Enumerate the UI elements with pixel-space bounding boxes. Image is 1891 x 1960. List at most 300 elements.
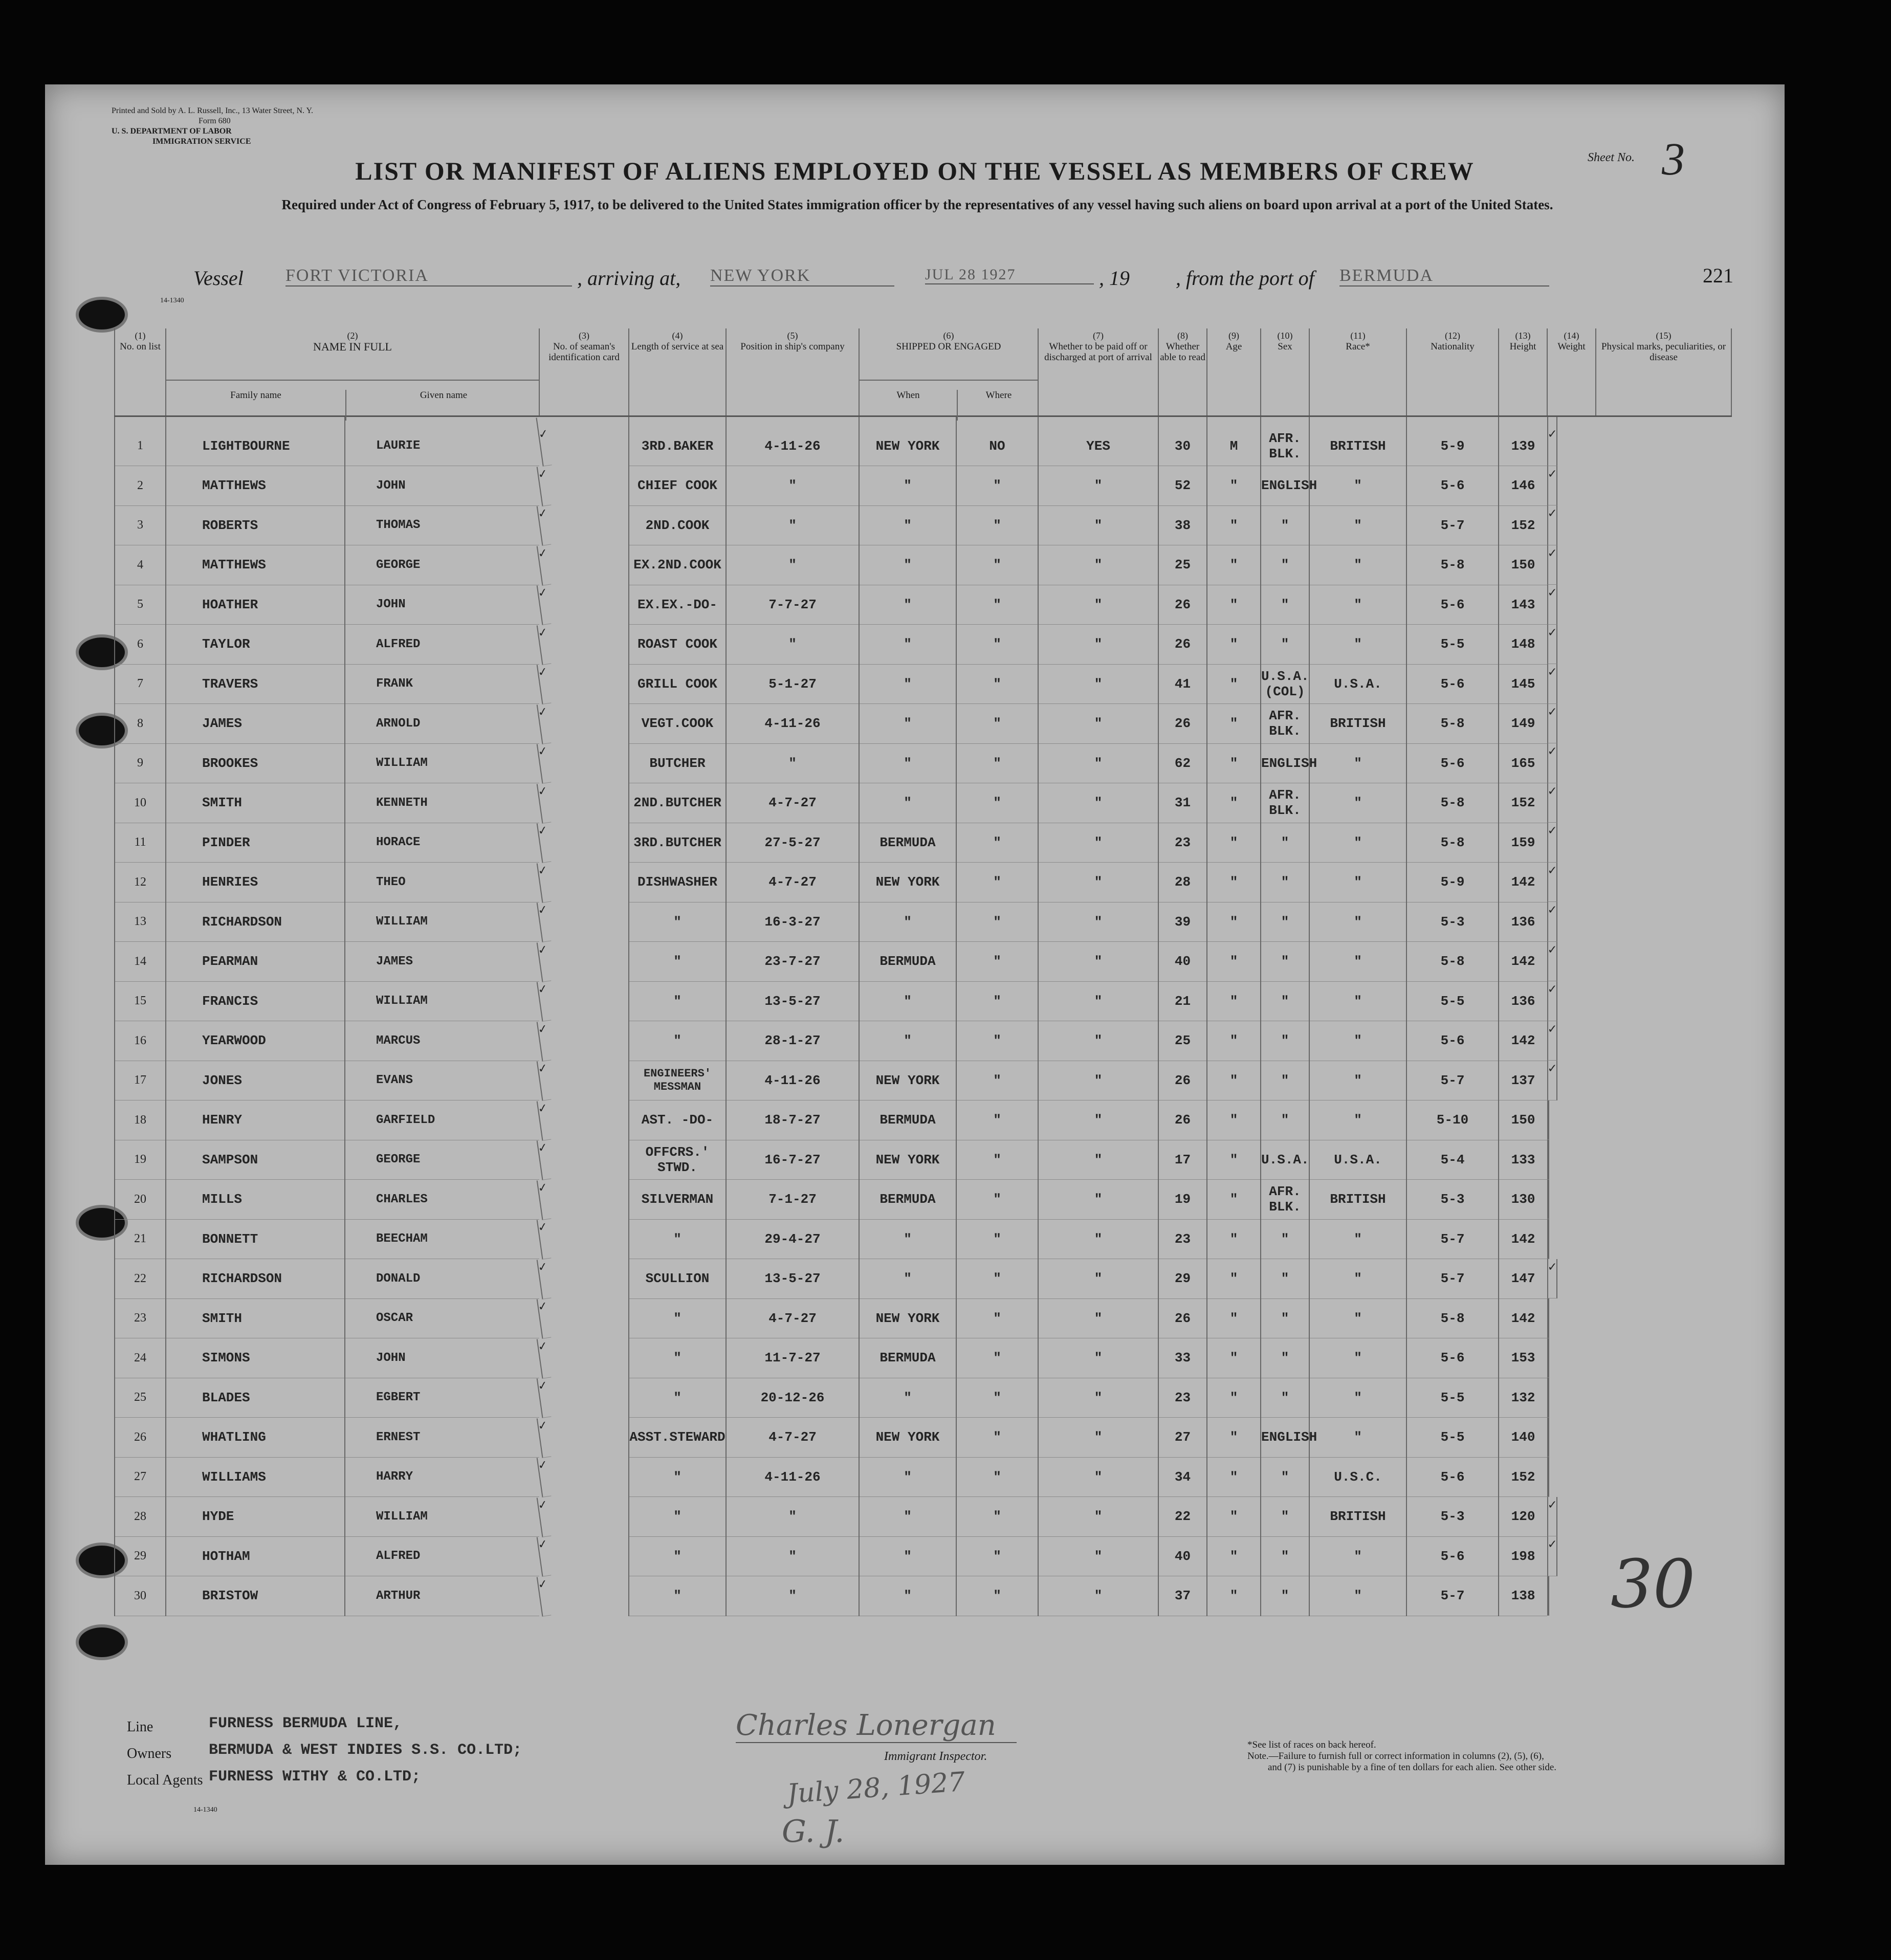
nationality-cell: " [1309,1378,1406,1418]
race-cell: " [1261,1100,1309,1140]
header-height: (13) Height [1499,328,1547,416]
nationality-cell: " [1309,505,1406,545]
given-name-cell: FRANK [345,664,539,704]
race-cell: " [1261,1457,1309,1497]
sex-cell: " [1207,783,1261,823]
footer-form-code: 14-1340 [193,1806,217,1814]
list-number-cell: 3 [115,505,166,545]
table-row [115,1497,1731,1537]
id-card-cell: ✓ [537,1298,551,1338]
able-to-read-cell: " [1038,1259,1158,1299]
nationality-cell: " [1309,823,1406,863]
sex-cell: " [1207,1338,1261,1378]
given-name-cell: DONALD [345,1259,539,1299]
table-row [115,942,1731,982]
given-name-cell: HORACE [345,823,539,863]
able-to-read-cell: " [1038,902,1158,942]
sex-cell: " [1207,466,1261,506]
table-row [115,823,1731,863]
list-number-cell: 25 [115,1378,166,1418]
nationality-cell: " [1309,981,1406,1021]
inspector-label: Immigrant Inspector. [884,1750,987,1763]
id-card-cell: ✓ [537,624,551,665]
header-list-number: (1) No. on list [115,328,166,416]
able-to-read-cell: " [1038,823,1158,863]
nationality-cell: U.S.A. [1309,1140,1406,1180]
paid-off-cell: " [956,981,1038,1021]
family-name-cell: HENRIES [166,863,345,902]
able-to-read-cell: " [1038,1497,1158,1537]
weight-cell: 139 [1499,416,1547,466]
able-to-read-cell: " [1038,1140,1158,1180]
shipped-when-cell: 18-7-27 [726,1100,859,1140]
table-row [115,625,1731,665]
nationality-cell: " [1309,1536,1406,1576]
weight-cell: 142 [1499,1219,1547,1259]
height-cell: 5-6 [1406,466,1499,506]
page-title: LIST OR MANIFEST OF ALIENS EMPLOYED ON THE VESSEL AS MEMBERS OF CREW [355,157,1475,185]
physical-marks-cell: ✓ [1547,585,1557,625]
id-card-cell: ✓ [537,1179,551,1220]
age-cell: 31 [1158,783,1207,823]
table-row [115,664,1731,704]
sheet-number-value: 3 [1662,134,1685,185]
paid-off-cell: " [956,1100,1038,1140]
header-weight: (14) Weight [1547,328,1596,416]
list-number-cell: 17 [115,1061,166,1100]
race-cell: " [1261,981,1309,1021]
given-name-cell: ARNOLD [345,704,539,744]
race-cell: " [1261,625,1309,665]
shipped-when-cell: 4-7-27 [726,1298,859,1338]
weight-cell: 142 [1499,1021,1547,1061]
physical-marks-cell: ✓ [1547,1021,1557,1061]
header-able-to-read: (8) Whether able to read [1158,328,1207,416]
shipped-where-cell: NEW YORK [859,1418,956,1458]
vessel-name: FORT VICTORIA [285,266,572,287]
id-card-cell: ✓ [537,664,551,704]
sex-cell: " [1207,664,1261,704]
family-name-cell: JONES [166,1061,345,1100]
height-cell: 5-5 [1406,981,1499,1021]
shipped-when-cell: 11-7-27 [726,1338,859,1378]
able-to-read-cell: " [1038,1536,1158,1576]
nationality-cell: " [1309,1259,1406,1299]
header-length-of-service: (4) Length of service at sea [629,328,726,416]
physical-marks-cell: ✓ [1547,783,1557,823]
position-cell: " [629,1536,726,1576]
height-cell: 5-6 [1406,1536,1499,1576]
height-cell: 5-6 [1406,585,1499,625]
race-cell: AFR. BLK. [1261,1180,1309,1220]
paid-off-cell: " [956,1140,1038,1180]
shipped-when-cell: 4-11-26 [726,416,859,466]
height-cell: 5-6 [1406,1021,1499,1061]
table-row [115,783,1731,823]
able-to-read-cell: " [1038,625,1158,665]
age-cell: 28 [1158,863,1207,902]
sex-cell: " [1207,1378,1261,1418]
table-row [115,1298,1731,1338]
table-row [115,585,1731,625]
position-cell: " [629,1457,726,1497]
race-cell: " [1261,902,1309,942]
nationality-cell: " [1309,902,1406,942]
nationality-cell: " [1309,863,1406,902]
family-name-cell: RICHARDSON [166,1259,345,1299]
table-row [115,1418,1731,1458]
able-to-read-cell: " [1038,1457,1158,1497]
position-cell: AST. -DO- [629,1100,726,1140]
list-number-cell: 14 [115,942,166,982]
sex-cell: " [1207,505,1261,545]
race-cell: AFR. BLK. [1261,783,1309,823]
family-name-cell: YEARWOOD [166,1021,345,1061]
race-cell: " [1261,1536,1309,1576]
family-name-cell: HOATHER [166,585,345,625]
able-to-read-cell: " [1038,664,1158,704]
sex-cell: " [1207,1298,1261,1338]
shipped-when-cell: 16-7-27 [726,1140,859,1180]
able-to-read-cell: " [1038,1100,1158,1140]
handwritten-initials: G. J. [782,1814,845,1849]
weight-cell: 140 [1499,1418,1547,1458]
nationality-cell: " [1309,625,1406,665]
physical-marks-cell: ✓ [1547,1061,1557,1100]
shipped-where-cell: " [859,664,956,704]
age-cell: 26 [1158,1061,1207,1100]
table-row [115,902,1731,942]
paid-off-cell: " [956,1457,1038,1497]
given-name-cell: THEO [345,863,539,902]
shipped-where-cell: " [859,743,956,783]
shipped-when-cell: 7-7-27 [726,585,859,625]
shipped-when-cell: " [726,505,859,545]
page-subtitle: Required under Act of Congress of February 5, 1917, to be delivered to the United States immigration officer by the representatives of any vessel having such aliens on board upon arrival at a port of the United States. [281,197,1553,212]
age-cell: 26 [1158,625,1207,665]
shipped-where-cell: BERMUDA [859,1100,956,1140]
family-name-cell: SMITH [166,783,345,823]
sex-cell: " [1207,1497,1261,1537]
physical-marks-cell: ✓ [1547,505,1557,545]
family-name-cell: SAMPSON [166,1140,345,1180]
table-row [115,1021,1731,1061]
family-name-cell: BRISTOW [166,1576,345,1616]
paid-off-cell: " [956,783,1038,823]
nationality-cell: BRITISH [1309,1180,1406,1220]
shipped-where-cell: " [859,1457,956,1497]
shipped-where-cell: NEW YORK [859,416,956,466]
physical-marks-cell [1547,1180,1549,1220]
height-cell: 5-6 [1406,1457,1499,1497]
position-cell: 2ND.BUTCHER [629,783,726,823]
agents-value: FURNESS WITHY & CO.LTD; [209,1768,421,1786]
position-cell: GRILL COOK [629,664,726,704]
id-card-cell: ✓ [537,1100,551,1140]
physical-marks-cell: ✓ [1547,902,1557,942]
given-name-cell: KENNETH [345,783,539,823]
race-cell: " [1261,863,1309,902]
height-cell: 5-7 [1406,1061,1499,1100]
age-cell: 19 [1158,1180,1207,1220]
paid-off-cell: " [956,704,1038,744]
id-card-cell: ✓ [537,1021,551,1061]
height-cell: 5-4 [1406,1140,1499,1180]
sex-cell: " [1207,625,1261,665]
shipped-where-cell: NEW YORK [859,863,956,902]
height-cell: 5-5 [1406,1378,1499,1418]
races-note: *See list of races on back hereof. [1247,1739,1376,1750]
family-name-cell: PINDER [166,823,345,863]
age-cell: 23 [1158,1219,1207,1259]
given-name-cell: JOHN [345,585,539,625]
given-name-cell: EVANS [345,1061,539,1100]
list-number-cell: 13 [115,902,166,942]
physical-marks-cell: ✓ [1547,704,1557,744]
weight-cell: 147 [1499,1259,1547,1299]
id-card-cell: ✓ [537,862,551,902]
age-cell: 33 [1158,1338,1207,1378]
age-cell: 40 [1158,1536,1207,1576]
physical-marks-cell: ✓ [1547,863,1557,902]
list-number-cell: 29 [115,1536,166,1576]
age-cell: 25 [1158,545,1207,585]
paid-off-cell: " [956,505,1038,545]
sex-cell: " [1207,823,1261,863]
race-cell: " [1261,1219,1309,1259]
from-port-label: , from the port of [1176,267,1314,290]
table-row [115,1536,1731,1576]
shipped-when-cell: 4-7-27 [726,863,859,902]
shipped-when-cell: " [726,1536,859,1576]
header-name-in-full: (2) NAME IN FULL Family name Given name [166,328,539,416]
id-card-cell: ✓ [537,1259,551,1299]
paid-off-cell: " [956,902,1038,942]
nationality-cell: " [1309,466,1406,506]
given-name-cell: CHARLES [345,1180,539,1220]
list-number-cell: 5 [115,585,166,625]
nationality-cell: BRITISH [1309,416,1406,466]
able-to-read-cell: YES [1038,416,1158,466]
sex-cell: " [1207,863,1261,902]
sex-cell: " [1207,942,1261,982]
weight-cell: 132 [1499,1378,1547,1418]
shipped-when-cell: 23-7-27 [726,942,859,982]
nationality-cell: " [1309,743,1406,783]
family-name-cell: HENRY [166,1100,345,1140]
race-cell: " [1261,1021,1309,1061]
sex-cell: " [1207,1021,1261,1061]
weight-cell: 152 [1499,783,1547,823]
given-name-cell: ARTHUR [345,1576,539,1616]
table-row [115,1219,1731,1259]
age-cell: 26 [1158,585,1207,625]
list-number-cell: 11 [115,823,166,863]
shipped-where-cell: " [859,902,956,942]
paid-off-cell: " [956,942,1038,982]
shipped-when-cell: 20-12-26 [726,1378,859,1418]
weight-cell: 148 [1499,625,1547,665]
list-number-cell: 10 [115,783,166,823]
height-cell: 5-8 [1406,704,1499,744]
height-cell: 5-5 [1406,1418,1499,1458]
printer-line: Printed and Sold by A. L. Russell, Inc., 13 Water Street, N. Y. [112,106,313,115]
able-to-read-cell: " [1038,783,1158,823]
position-cell: ASST.STEWARD [629,1418,726,1458]
height-cell: 5-9 [1406,416,1499,466]
age-cell: 27 [1158,1418,1207,1458]
position-cell: SCULLION [629,1259,726,1299]
able-to-read-cell: " [1038,1378,1158,1418]
position-cell: ROAST COOK [629,625,726,665]
arriving-label: , arriving at, [577,267,681,290]
weight-cell: 130 [1499,1180,1547,1220]
able-to-read-cell: " [1038,942,1158,982]
nationality-cell: " [1309,1219,1406,1259]
height-cell: 5-7 [1406,1576,1499,1616]
id-card-cell: ✓ [537,505,551,545]
sex-cell: " [1207,545,1261,585]
id-card-cell: ✓ [537,466,551,506]
position-cell: 3RD.BUTCHER [629,823,726,863]
line-label: Line [127,1719,153,1735]
id-card-cell: ✓ [537,783,551,823]
paid-off-cell: " [956,1418,1038,1458]
list-number-cell: 2 [115,466,166,506]
list-number-cell: 12 [115,863,166,902]
family-name-cell: BONNETT [166,1219,345,1259]
shipped-when-cell: " [726,1576,859,1616]
race-cell: " [1261,1378,1309,1418]
sex-cell: M [1207,416,1261,466]
owners-label: Owners [127,1746,172,1761]
shipped-where-cell: BERMUDA [859,942,956,982]
crew-table-body [115,416,1731,1616]
shipped-where-cell: " [859,1378,956,1418]
owners-value: BERMUDA & WEST INDIES S.S. CO.LTD; [209,1742,522,1759]
physical-marks-cell [1547,1378,1549,1418]
height-cell: 5-7 [1406,1259,1499,1299]
position-cell: " [629,902,726,942]
given-name-cell: BEECHAM [345,1219,539,1259]
header-where: Where [957,390,1040,421]
table-row [115,863,1731,902]
physical-marks-cell: ✓ [1547,625,1557,665]
weight-cell: 152 [1499,1457,1547,1497]
shipped-when-cell: " [726,545,859,585]
shipped-where-cell: " [859,1259,956,1299]
shipped-where-cell: " [859,783,956,823]
given-name-cell: HARRY [345,1457,539,1497]
physical-marks-cell [1547,1457,1549,1497]
age-cell: 38 [1158,505,1207,545]
shipped-when-cell: 27-5-27 [726,823,859,863]
shipped-when-cell: 7-1-27 [726,1180,859,1220]
shipped-when-cell: 16-3-27 [726,902,859,942]
position-cell: " [629,1021,726,1061]
age-cell: 37 [1158,1576,1207,1616]
physical-marks-cell [1547,1418,1549,1458]
id-card-cell: ✓ [537,1536,551,1576]
nationality-cell: U.S.C. [1309,1457,1406,1497]
given-name-cell: WILLIAM [345,743,539,783]
penalty-note: Note.—Failure to furnish full or correct information in columns (2), (5), (6), [1247,1751,1544,1761]
height-cell: 5-8 [1406,942,1499,982]
family-name-cell: HYDE [166,1497,345,1537]
height-cell: 5-8 [1406,823,1499,863]
id-card-cell: ✓ [537,822,551,863]
paid-off-cell: " [956,1021,1038,1061]
given-name-cell: JAMES [345,942,539,982]
id-card-cell: ✓ [537,703,551,744]
paid-off-cell: " [956,466,1038,506]
sheet-number-label: Sheet No. [1588,151,1635,164]
race-cell: " [1261,823,1309,863]
able-to-read-cell: " [1038,704,1158,744]
position-cell: " [629,942,726,982]
race-cell: " [1261,1497,1309,1537]
list-number-cell: 6 [115,625,166,665]
table-row [115,505,1731,545]
family-name-cell: TAYLOR [166,625,345,665]
nationality-cell: " [1309,1576,1406,1616]
position-cell: " [629,1497,726,1537]
list-number-cell: 22 [115,1259,166,1299]
height-cell: 5-3 [1406,902,1499,942]
race-cell: ENGLISH [1261,466,1309,506]
sex-cell: " [1207,743,1261,783]
nationality-cell: " [1309,942,1406,982]
table-row [115,981,1731,1021]
height-cell: 5-8 [1406,783,1499,823]
page-stamp-number: 221 [1703,264,1733,287]
paid-off-cell: " [956,1497,1038,1537]
physical-marks-cell: ✓ [1547,466,1557,506]
given-name-cell: WILLIAM [345,981,539,1021]
given-name-cell: EGBERT [345,1378,539,1418]
nationality-cell: " [1309,783,1406,823]
id-card-cell: ✓ [537,901,551,942]
age-cell: 21 [1158,981,1207,1021]
physical-marks-cell: ✓ [1547,743,1557,783]
age-cell: 41 [1158,664,1207,704]
paid-off-cell: " [956,664,1038,704]
age-cell: 30 [1158,416,1207,466]
physical-marks-cell: ✓ [1547,545,1557,585]
shipped-where-cell: " [859,1021,956,1061]
age-cell: 26 [1158,704,1207,744]
physical-marks-cell: ✓ [1547,417,1557,466]
weight-cell: 120 [1499,1497,1547,1537]
position-cell: EX.EX.-DO- [629,585,726,625]
given-name-cell: WILLIAM [345,1497,539,1537]
able-to-read-cell: " [1038,1180,1158,1220]
handwritten-tally: 30 [1611,1545,1696,1623]
physical-marks-cell [1547,1100,1549,1140]
shipped-where-cell: " [859,1576,956,1616]
weight-cell: 138 [1499,1576,1547,1616]
shipped-where-cell: " [859,625,956,665]
race-cell: U.S.A.(COL) [1261,664,1309,704]
family-name-cell: MILLS [166,1180,345,1220]
id-card-cell: ✓ [537,1139,551,1180]
id-card-cell: ✓ [537,1576,551,1616]
weight-cell: 150 [1499,545,1547,585]
list-number-cell: 18 [115,1100,166,1140]
weight-cell: 150 [1499,1100,1547,1140]
position-cell: " [629,1378,726,1418]
shipped-when-cell: 29-4-27 [726,1219,859,1259]
